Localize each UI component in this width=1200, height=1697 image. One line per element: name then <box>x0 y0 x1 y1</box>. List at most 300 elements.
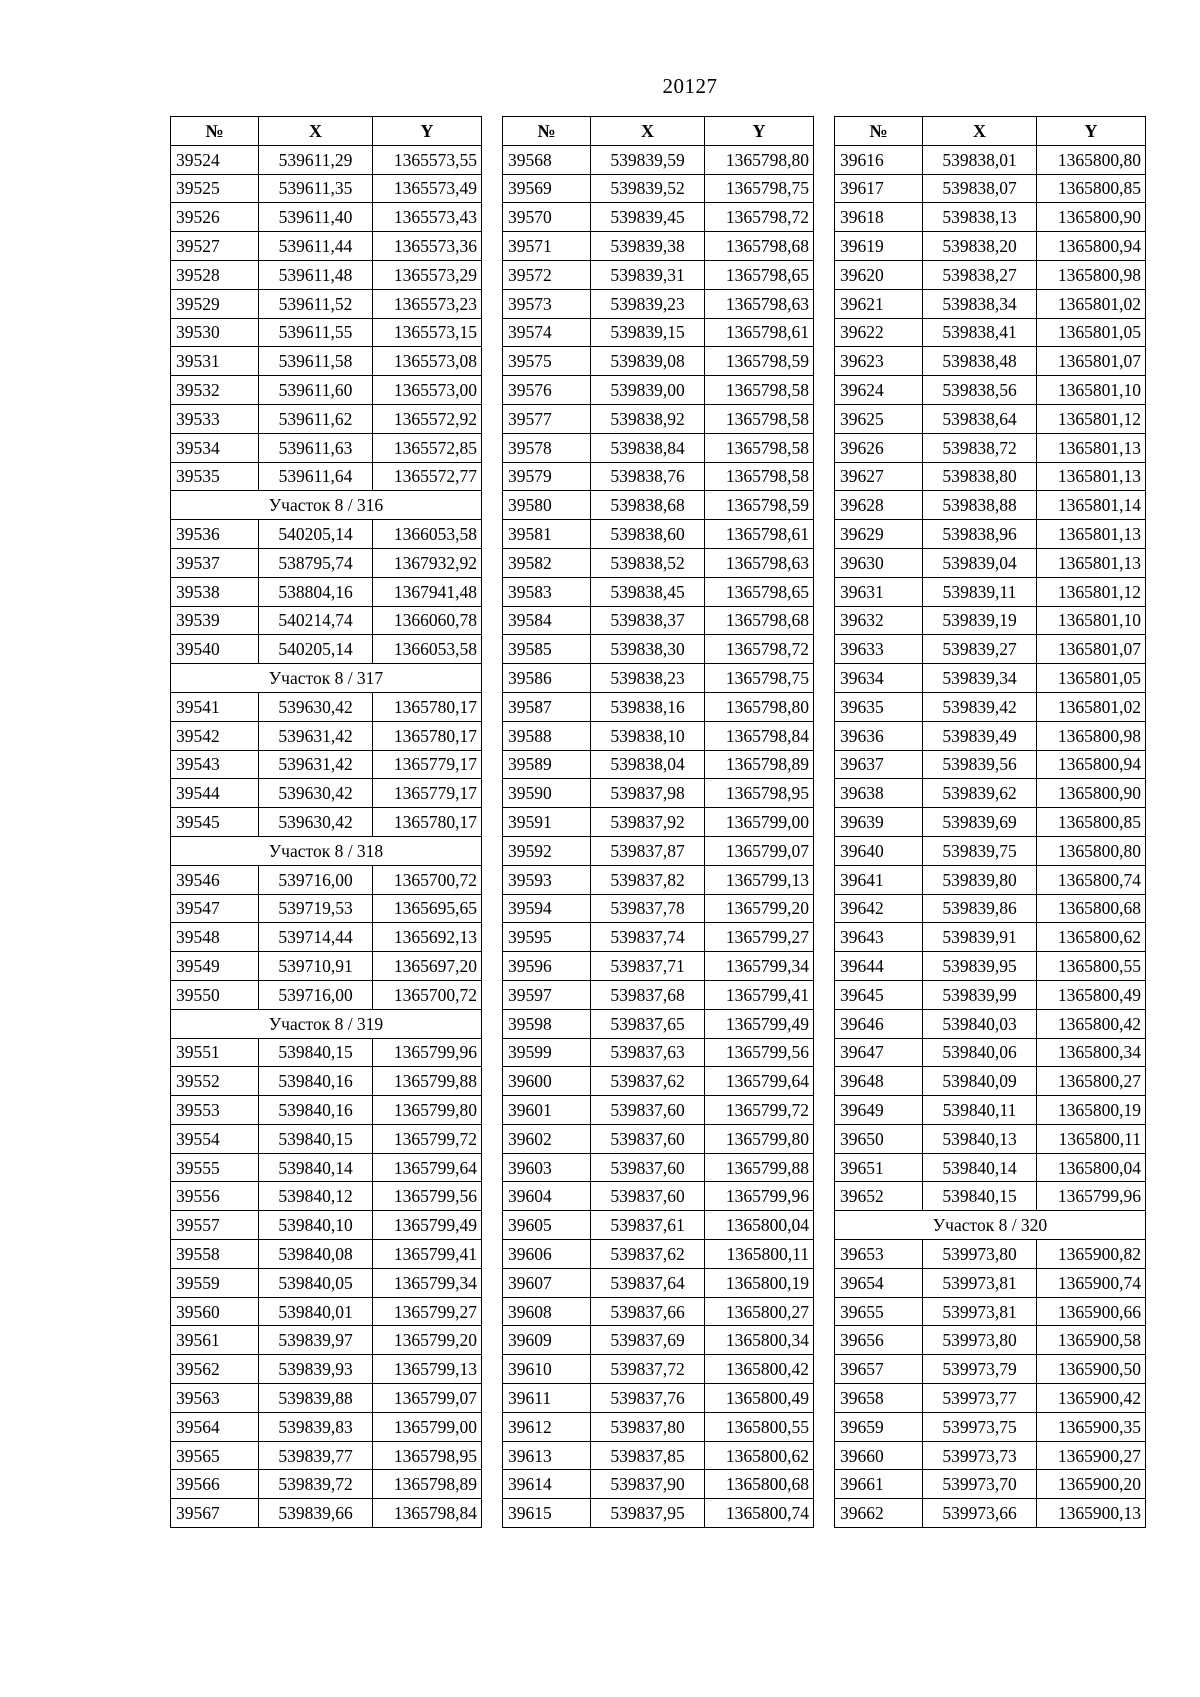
table-row <box>835 289 1146 318</box>
x-coordinate-cell: 539839,91 <box>923 923 1037 952</box>
y-coordinate-cell: 1365798,58 <box>705 462 814 491</box>
point-number-cell: 39622 <box>835 318 923 347</box>
y-coordinate-cell: 1365573,36 <box>373 232 482 261</box>
x-coordinate-cell: 539840,12 <box>259 1182 373 1211</box>
table-row <box>171 1268 482 1297</box>
point-number-cell: 39645 <box>835 980 923 1009</box>
table-row <box>171 1038 482 1067</box>
point-number-cell: 39524 <box>171 145 259 174</box>
point-number-cell: 39611 <box>503 1384 591 1413</box>
point-number-cell: 39568 <box>503 145 591 174</box>
point-number-cell: 39643 <box>835 923 923 952</box>
y-coordinate-cell: 1365800,11 <box>705 1240 814 1269</box>
y-coordinate-cell: 1365799,27 <box>373 1297 482 1326</box>
section-row <box>171 1009 482 1038</box>
table-row <box>835 980 1146 1009</box>
y-coordinate-cell: 1365800,27 <box>1037 1067 1146 1096</box>
table-row <box>835 174 1146 203</box>
x-coordinate-cell: 539838,96 <box>923 520 1037 549</box>
point-number-cell: 39571 <box>503 232 591 261</box>
table-row <box>171 462 482 491</box>
point-number-cell: 39525 <box>171 174 259 203</box>
table-row <box>835 894 1146 923</box>
x-coordinate-cell: 539837,62 <box>591 1067 705 1096</box>
y-coordinate-cell: 1365800,62 <box>705 1441 814 1470</box>
x-coordinate-cell: 538804,16 <box>259 577 373 606</box>
y-coordinate-cell: 1365800,34 <box>705 1326 814 1355</box>
point-number-cell: 39535 <box>171 462 259 491</box>
x-coordinate-cell: 539840,08 <box>259 1240 373 1269</box>
point-number-cell: 39529 <box>171 289 259 318</box>
y-coordinate-cell: 1365799,64 <box>705 1067 814 1096</box>
table-row <box>171 404 482 433</box>
x-coordinate-cell: 539631,42 <box>259 721 373 750</box>
table-row <box>171 145 482 174</box>
y-coordinate-cell: 1365798,84 <box>705 721 814 750</box>
y-coordinate-cell: 1365900,50 <box>1037 1355 1146 1384</box>
y-coordinate-cell: 1365798,68 <box>705 606 814 635</box>
table-row <box>835 692 1146 721</box>
header-x: X <box>259 117 373 146</box>
point-number-cell: 39650 <box>835 1124 923 1153</box>
table-row <box>503 952 814 981</box>
y-coordinate-cell: 1365900,20 <box>1037 1470 1146 1499</box>
point-number-cell: 39590 <box>503 779 591 808</box>
x-coordinate-cell: 539839,62 <box>923 779 1037 808</box>
x-coordinate-cell: 539973,70 <box>923 1470 1037 1499</box>
y-coordinate-cell: 1365900,74 <box>1037 1268 1146 1297</box>
y-coordinate-cell: 1365798,59 <box>705 347 814 376</box>
y-coordinate-cell: 1365573,29 <box>373 260 482 289</box>
x-coordinate-cell: 539840,14 <box>923 1153 1037 1182</box>
point-number-cell: 39553 <box>171 1096 259 1125</box>
point-number-cell: 39647 <box>835 1038 923 1067</box>
table-row <box>835 779 1146 808</box>
x-coordinate-cell: 539837,61 <box>591 1211 705 1240</box>
x-coordinate-cell: 539973,79 <box>923 1355 1037 1384</box>
point-number-cell: 39555 <box>171 1153 259 1182</box>
table-row <box>171 1240 482 1269</box>
x-coordinate-cell: 539838,64 <box>923 404 1037 433</box>
x-coordinate-cell: 539837,74 <box>591 923 705 952</box>
y-coordinate-cell: 1365572,77 <box>373 462 482 491</box>
x-coordinate-cell: 539840,05 <box>259 1268 373 1297</box>
x-coordinate-cell: 539837,80 <box>591 1412 705 1441</box>
point-number-cell: 39534 <box>171 433 259 462</box>
x-coordinate-cell: 539630,42 <box>259 779 373 808</box>
point-number-cell: 39599 <box>503 1038 591 1067</box>
table-row <box>171 980 482 1009</box>
x-coordinate-cell: 539837,60 <box>591 1124 705 1153</box>
y-coordinate-cell: 1365800,42 <box>705 1355 814 1384</box>
section-title: Участок 8 / 319 <box>171 1009 482 1038</box>
table-row <box>835 952 1146 981</box>
y-coordinate-cell: 1365799,13 <box>373 1355 482 1384</box>
x-coordinate-cell: 539973,80 <box>923 1240 1037 1269</box>
y-coordinate-cell: 1365798,72 <box>705 635 814 664</box>
y-coordinate-cell: 1365801,13 <box>1037 548 1146 577</box>
x-coordinate-cell: 539837,95 <box>591 1499 705 1528</box>
point-number-cell: 39603 <box>503 1153 591 1182</box>
table-header-row <box>171 117 482 146</box>
x-coordinate-cell: 539838,30 <box>591 635 705 664</box>
x-coordinate-cell: 540205,14 <box>259 520 373 549</box>
y-coordinate-cell: 1365798,75 <box>705 664 814 693</box>
table-row <box>835 520 1146 549</box>
table-row <box>835 1268 1146 1297</box>
point-number-cell: 39651 <box>835 1153 923 1182</box>
point-number-cell: 39634 <box>835 664 923 693</box>
table-row <box>503 433 814 462</box>
y-coordinate-cell: 1365799,34 <box>705 952 814 981</box>
y-coordinate-cell: 1365798,58 <box>705 433 814 462</box>
table-row <box>503 606 814 635</box>
y-coordinate-cell: 1365799,96 <box>1037 1182 1146 1211</box>
header-x: X <box>591 117 705 146</box>
point-number-cell: 39620 <box>835 260 923 289</box>
y-coordinate-cell: 1365801,07 <box>1037 635 1146 664</box>
x-coordinate-cell: 539839,42 <box>923 692 1037 721</box>
x-coordinate-cell: 539839,99 <box>923 980 1037 1009</box>
table-row <box>171 1124 482 1153</box>
x-coordinate-cell: 539840,03 <box>923 1009 1037 1038</box>
table-row <box>503 260 814 289</box>
table-row <box>503 635 814 664</box>
point-number-cell: 39593 <box>503 865 591 894</box>
point-number-cell: 39633 <box>835 635 923 664</box>
point-number-cell: 39538 <box>171 577 259 606</box>
y-coordinate-cell: 1365700,72 <box>373 865 482 894</box>
x-coordinate-cell: 539837,62 <box>591 1240 705 1269</box>
y-coordinate-cell: 1365799,20 <box>705 894 814 923</box>
x-coordinate-cell: 539611,58 <box>259 347 373 376</box>
point-number-cell: 39572 <box>503 260 591 289</box>
point-number-cell: 39577 <box>503 404 591 433</box>
y-coordinate-cell: 1365798,63 <box>705 289 814 318</box>
y-coordinate-cell: 1365801,13 <box>1037 520 1146 549</box>
point-number-cell: 39598 <box>503 1009 591 1038</box>
y-coordinate-cell: 1365800,85 <box>1037 174 1146 203</box>
point-number-cell: 39591 <box>503 808 591 837</box>
table-row <box>503 404 814 433</box>
x-coordinate-cell: 539839,45 <box>591 203 705 232</box>
table-row <box>171 289 482 318</box>
table-row <box>835 721 1146 750</box>
x-coordinate-cell: 539839,52 <box>591 174 705 203</box>
table-row <box>835 1009 1146 1038</box>
table-row <box>835 1182 1146 1211</box>
x-coordinate-cell: 539611,35 <box>259 174 373 203</box>
x-coordinate-cell: 539839,72 <box>259 1470 373 1499</box>
point-number-cell: 39646 <box>835 1009 923 1038</box>
table-row <box>835 664 1146 693</box>
point-number-cell: 39630 <box>835 548 923 577</box>
point-number-cell: 39618 <box>835 203 923 232</box>
y-coordinate-cell: 1365900,42 <box>1037 1384 1146 1413</box>
table-row <box>503 1297 814 1326</box>
table-row <box>503 577 814 606</box>
point-number-cell: 39594 <box>503 894 591 923</box>
x-coordinate-cell: 539719,53 <box>259 894 373 923</box>
table-row <box>503 347 814 376</box>
y-coordinate-cell: 1365798,95 <box>373 1441 482 1470</box>
y-coordinate-cell: 1365799,34 <box>373 1268 482 1297</box>
table-row <box>503 721 814 750</box>
table-row <box>835 808 1146 837</box>
x-coordinate-cell: 539837,85 <box>591 1441 705 1470</box>
point-number-cell: 39569 <box>503 174 591 203</box>
table-row <box>503 1182 814 1211</box>
section-title: Участок 8 / 317 <box>171 664 482 693</box>
x-coordinate-cell: 539611,55 <box>259 318 373 347</box>
point-number-cell: 39570 <box>503 203 591 232</box>
point-number-cell: 39549 <box>171 952 259 981</box>
point-number-cell: 39625 <box>835 404 923 433</box>
y-coordinate-cell: 1365800,62 <box>1037 923 1146 952</box>
y-coordinate-cell: 1365801,05 <box>1037 318 1146 347</box>
x-coordinate-cell: 539838,60 <box>591 520 705 549</box>
x-coordinate-cell: 539839,75 <box>923 836 1037 865</box>
y-coordinate-cell: 1365799,41 <box>705 980 814 1009</box>
x-coordinate-cell: 539611,52 <box>259 289 373 318</box>
x-coordinate-cell: 539837,92 <box>591 808 705 837</box>
point-number-cell: 39545 <box>171 808 259 837</box>
x-coordinate-cell: 539838,41 <box>923 318 1037 347</box>
point-number-cell: 39566 <box>171 1470 259 1499</box>
header-y: Y <box>1037 117 1146 146</box>
table-row <box>835 635 1146 664</box>
point-number-cell: 39657 <box>835 1355 923 1384</box>
point-number-cell: 39586 <box>503 664 591 693</box>
coordinates-table-2 <box>502 116 814 1528</box>
x-coordinate-cell: 539840,01 <box>259 1297 373 1326</box>
table-row <box>171 520 482 549</box>
table-row <box>503 808 814 837</box>
y-coordinate-cell: 1365800,80 <box>1037 145 1146 174</box>
y-coordinate-cell: 1365800,74 <box>705 1499 814 1528</box>
point-number-cell: 39639 <box>835 808 923 837</box>
point-number-cell: 39615 <box>503 1499 591 1528</box>
table-row <box>171 1412 482 1441</box>
x-coordinate-cell: 539838,45 <box>591 577 705 606</box>
y-coordinate-cell: 1365779,17 <box>373 779 482 808</box>
x-coordinate-cell: 539973,81 <box>923 1297 1037 1326</box>
x-coordinate-cell: 539837,87 <box>591 836 705 865</box>
y-coordinate-cell: 1365573,08 <box>373 347 482 376</box>
point-number-cell: 39587 <box>503 692 591 721</box>
table-row <box>835 1470 1146 1499</box>
table-row <box>503 836 814 865</box>
point-number-cell: 39562 <box>171 1355 259 1384</box>
y-coordinate-cell: 1365800,27 <box>705 1297 814 1326</box>
x-coordinate-cell: 539839,11 <box>923 577 1037 606</box>
x-coordinate-cell: 539839,27 <box>923 635 1037 664</box>
table-row <box>503 1240 814 1269</box>
table-row <box>503 692 814 721</box>
table-row <box>503 318 814 347</box>
table-row <box>503 520 814 549</box>
y-coordinate-cell: 1365799,72 <box>705 1096 814 1125</box>
y-coordinate-cell: 1365799,88 <box>373 1067 482 1096</box>
y-coordinate-cell: 1365799,00 <box>705 808 814 837</box>
x-coordinate-cell: 539611,48 <box>259 260 373 289</box>
point-number-cell: 39619 <box>835 232 923 261</box>
x-coordinate-cell: 539838,37 <box>591 606 705 635</box>
x-coordinate-cell: 539611,64 <box>259 462 373 491</box>
table-row <box>171 1297 482 1326</box>
y-coordinate-cell: 1365900,66 <box>1037 1297 1146 1326</box>
x-coordinate-cell: 539839,56 <box>923 750 1037 779</box>
x-coordinate-cell: 539611,62 <box>259 404 373 433</box>
y-coordinate-cell: 1365800,98 <box>1037 260 1146 289</box>
table-row <box>503 1355 814 1384</box>
y-coordinate-cell: 1365799,49 <box>705 1009 814 1038</box>
y-coordinate-cell: 1365798,80 <box>705 145 814 174</box>
point-number-cell: 39585 <box>503 635 591 664</box>
x-coordinate-cell: 539837,68 <box>591 980 705 1009</box>
x-coordinate-cell: 539611,44 <box>259 232 373 261</box>
y-coordinate-cell: 1365799,80 <box>373 1096 482 1125</box>
y-coordinate-cell: 1365900,35 <box>1037 1412 1146 1441</box>
x-coordinate-cell: 539837,69 <box>591 1326 705 1355</box>
x-coordinate-cell: 539839,77 <box>259 1441 373 1470</box>
y-coordinate-cell: 1365801,02 <box>1037 692 1146 721</box>
y-coordinate-cell: 1365799,13 <box>705 865 814 894</box>
table-row <box>503 779 814 808</box>
x-coordinate-cell: 539838,13 <box>923 203 1037 232</box>
point-number-cell: 39653 <box>835 1240 923 1269</box>
x-coordinate-cell: 539837,71 <box>591 952 705 981</box>
point-number-cell: 39574 <box>503 318 591 347</box>
y-coordinate-cell: 1365798,75 <box>705 174 814 203</box>
x-coordinate-cell: 539840,15 <box>259 1038 373 1067</box>
point-number-cell: 39537 <box>171 548 259 577</box>
table-row <box>835 1096 1146 1125</box>
table-row <box>171 779 482 808</box>
x-coordinate-cell: 539837,90 <box>591 1470 705 1499</box>
table-row <box>171 347 482 376</box>
point-number-cell: 39655 <box>835 1297 923 1326</box>
y-coordinate-cell: 1366053,58 <box>373 635 482 664</box>
table-row <box>503 1412 814 1441</box>
point-number-cell: 39607 <box>503 1268 591 1297</box>
y-coordinate-cell: 1365800,74 <box>1037 865 1146 894</box>
table-row <box>503 980 814 1009</box>
point-number-cell: 39532 <box>171 376 259 405</box>
table-row <box>835 203 1146 232</box>
y-coordinate-cell: 1365800,90 <box>1037 203 1146 232</box>
x-coordinate-cell: 539839,23 <box>591 289 705 318</box>
y-coordinate-cell: 1365800,80 <box>1037 836 1146 865</box>
point-number-cell: 39533 <box>171 404 259 433</box>
point-number-cell: 39550 <box>171 980 259 1009</box>
y-coordinate-cell: 1365799,64 <box>373 1153 482 1182</box>
point-number-cell: 39614 <box>503 1470 591 1499</box>
x-coordinate-cell: 539973,80 <box>923 1326 1037 1355</box>
point-number-cell: 39556 <box>171 1182 259 1211</box>
y-coordinate-cell: 1365798,61 <box>705 318 814 347</box>
table-row <box>835 1153 1146 1182</box>
y-coordinate-cell: 1365573,55 <box>373 145 482 174</box>
x-coordinate-cell: 539840,09 <box>923 1067 1037 1096</box>
point-number-cell: 39528 <box>171 260 259 289</box>
table-row <box>503 232 814 261</box>
x-coordinate-cell: 539973,66 <box>923 1499 1037 1528</box>
header-y: Y <box>373 117 482 146</box>
y-coordinate-cell: 1365800,94 <box>1037 750 1146 779</box>
table-row <box>171 577 482 606</box>
point-number-cell: 39540 <box>171 635 259 664</box>
y-coordinate-cell: 1365799,72 <box>373 1124 482 1153</box>
y-coordinate-cell: 1365700,72 <box>373 980 482 1009</box>
y-coordinate-cell: 1365801,14 <box>1037 491 1146 520</box>
point-number-cell: 39544 <box>171 779 259 808</box>
table-row <box>503 203 814 232</box>
y-coordinate-cell: 1365801,12 <box>1037 404 1146 433</box>
y-coordinate-cell: 1365801,07 <box>1037 347 1146 376</box>
table-header-row <box>835 117 1146 146</box>
y-coordinate-cell: 1365801,02 <box>1037 289 1146 318</box>
y-coordinate-cell: 1365573,00 <box>373 376 482 405</box>
y-coordinate-cell: 1365799,56 <box>373 1182 482 1211</box>
table-row <box>171 376 482 405</box>
table-row <box>171 894 482 923</box>
x-coordinate-cell: 539839,69 <box>923 808 1037 837</box>
x-coordinate-cell: 539973,81 <box>923 1268 1037 1297</box>
y-coordinate-cell: 1365800,85 <box>1037 808 1146 837</box>
point-number-cell: 39552 <box>171 1067 259 1096</box>
point-number-cell: 39542 <box>171 721 259 750</box>
y-coordinate-cell: 1365800,19 <box>705 1268 814 1297</box>
point-number-cell: 39613 <box>503 1441 591 1470</box>
section-title: Участок 8 / 320 <box>835 1211 1146 1240</box>
x-coordinate-cell: 539840,10 <box>259 1211 373 1240</box>
point-number-cell: 39578 <box>503 433 591 462</box>
x-coordinate-cell: 539837,60 <box>591 1182 705 1211</box>
x-coordinate-cell: 539837,60 <box>591 1153 705 1182</box>
table-row <box>503 1096 814 1125</box>
table-row <box>503 1038 814 1067</box>
y-coordinate-cell: 1365801,13 <box>1037 433 1146 462</box>
point-number-cell: 39658 <box>835 1384 923 1413</box>
y-coordinate-cell: 1365799,56 <box>705 1038 814 1067</box>
x-coordinate-cell: 539838,52 <box>591 548 705 577</box>
table-row <box>503 750 814 779</box>
y-coordinate-cell: 1365573,23 <box>373 289 482 318</box>
coordinates-table-3 <box>834 116 1146 1528</box>
y-coordinate-cell: 1365800,98 <box>1037 721 1146 750</box>
point-number-cell: 39592 <box>503 836 591 865</box>
y-coordinate-cell: 1365800,68 <box>1037 894 1146 923</box>
x-coordinate-cell: 539837,63 <box>591 1038 705 1067</box>
x-coordinate-cell: 539840,15 <box>259 1124 373 1153</box>
table-row <box>503 1441 814 1470</box>
y-coordinate-cell: 1365799,96 <box>705 1182 814 1211</box>
point-number-cell: 39642 <box>835 894 923 923</box>
y-coordinate-cell: 1365799,96 <box>373 1038 482 1067</box>
y-coordinate-cell: 1365801,10 <box>1037 376 1146 405</box>
table-header-row <box>503 117 814 146</box>
y-coordinate-cell: 1365800,49 <box>1037 980 1146 1009</box>
point-number-cell: 39652 <box>835 1182 923 1211</box>
y-coordinate-cell: 1365572,92 <box>373 404 482 433</box>
y-coordinate-cell: 1365692,13 <box>373 923 482 952</box>
point-number-cell: 39617 <box>835 174 923 203</box>
y-coordinate-cell: 1365798,89 <box>705 750 814 779</box>
y-coordinate-cell: 1365799,20 <box>373 1326 482 1355</box>
section-row <box>171 491 482 520</box>
table-row <box>171 1384 482 1413</box>
